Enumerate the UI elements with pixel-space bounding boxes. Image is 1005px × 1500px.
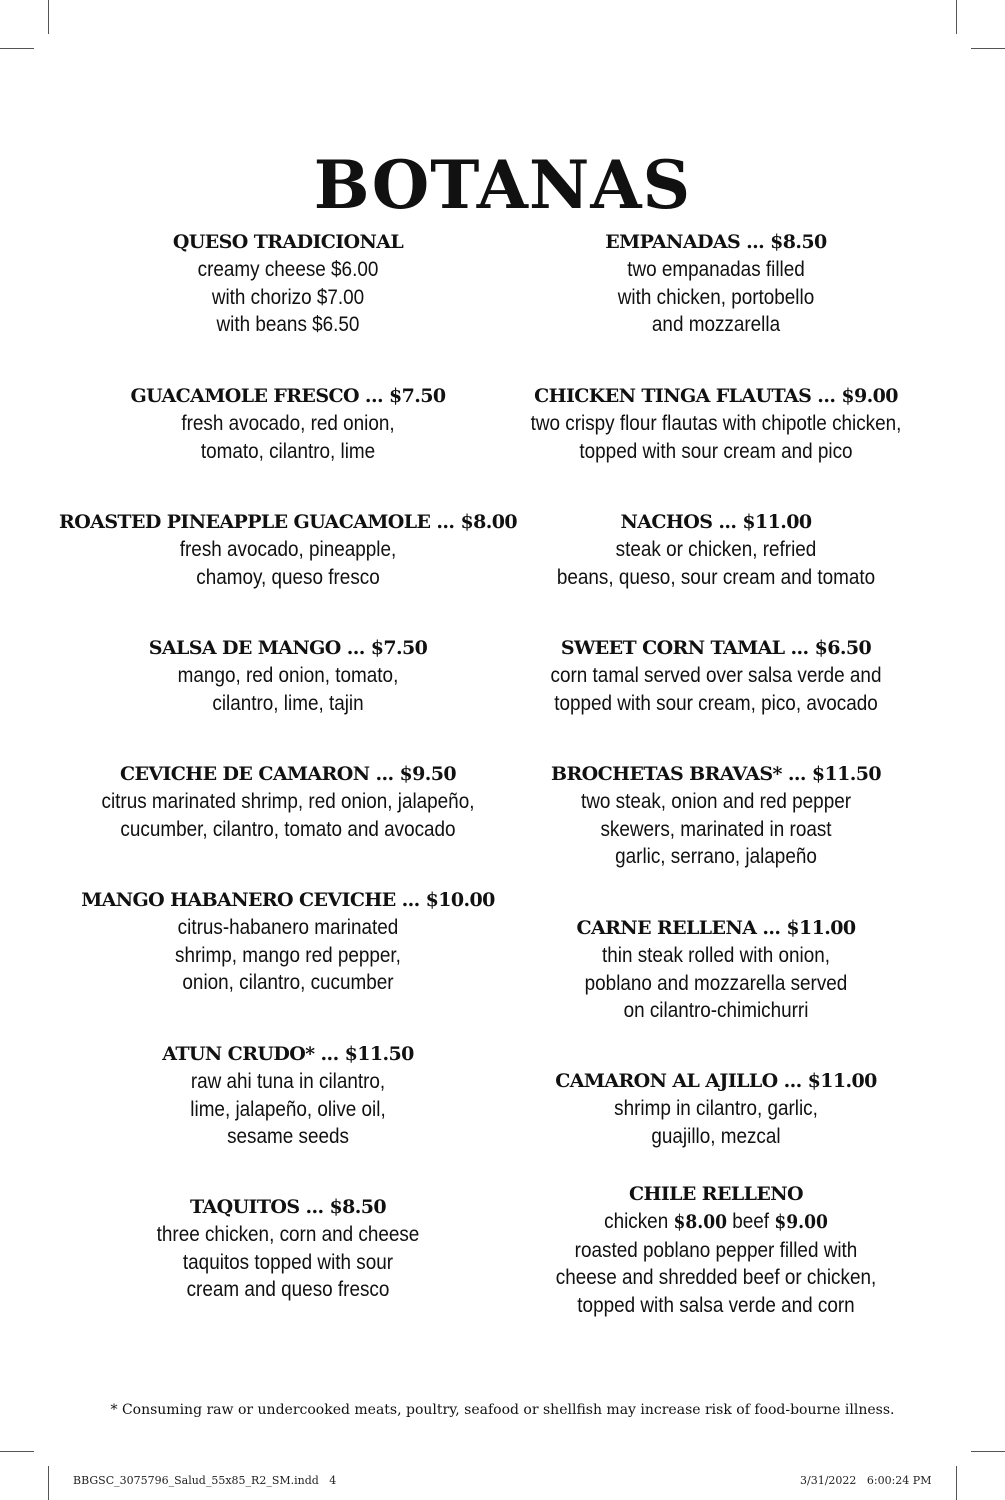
item-description-line: roasted poblano pepper filled with [574, 1238, 858, 1262]
item-description-line: guajillo, mezcal [651, 1124, 781, 1148]
chicken-label: chicken [604, 1210, 669, 1233]
item-description-line: cheese and shredded beef or chicken, [555, 1266, 877, 1289]
crop-mark [971, 1451, 1005, 1452]
item-description-line: cilantro, lime, tajin [212, 691, 364, 715]
item-description-line: thin steak rolled with onion, [602, 944, 830, 967]
item-description-line: beans, queso, sour cream and tomato [556, 565, 876, 589]
chile-relleno-prices [491, 1208, 941, 1237]
print-slug-timestamp: 3/31/2022 6:00:24 PM [800, 1474, 932, 1487]
menu-item-empanadas [466, 229, 966, 339]
item-description-line: sesame seeds [227, 1125, 349, 1148]
menu-item-sweet-corn-tamal [466, 635, 966, 717]
menu-title: BOTANAS [313, 146, 692, 224]
menu-item-ceviche-de-camaron [38, 761, 538, 843]
item-description-line: fresh avocado, pineapple, [179, 538, 397, 561]
item-name: GUACAMOLE FRESCO ... $7.50 [130, 385, 446, 407]
beef-price: $9.00 [774, 1211, 828, 1233]
item-description-line: fresh avocado, red onion, [181, 412, 395, 435]
item-description-line: topped with sour cream, pico, avocado [554, 691, 878, 715]
item-name: SALSA DE MANGO ... $7.50 [148, 637, 428, 659]
item-name: BROCHETAS BRAVAS* ... $11.50 [551, 763, 881, 785]
item-name: ROASTED PINEAPPLE GUACAMOLE ... $8.00 [59, 511, 517, 533]
item-description-line: taquitos topped with sour [182, 1250, 394, 1274]
menu-item-camaron-al-ajillo [466, 1068, 966, 1150]
item-description-line: tomato, cilantro, lime [200, 439, 376, 463]
menu-item-taquitos [38, 1194, 538, 1304]
crop-mark [0, 1451, 34, 1452]
item-name: TAQUITOS ... $8.50 [189, 1196, 387, 1218]
item-name: SWEET CORN TAMAL ... $6.50 [560, 637, 872, 659]
menu-item-salsa-de-mango [38, 635, 538, 717]
item-description-line: on cilantro-chimichurri [623, 999, 809, 1022]
item-description-line: three chicken, corn and cheese [156, 1223, 420, 1246]
item-description-line: cucumber, cilantro, tomato and avocado [120, 817, 456, 841]
item-name: ATUN CRUDO* ... $11.50 [162, 1043, 414, 1065]
item-description-line: garlic, serrano, jalapeño [615, 845, 817, 868]
item-name: EMPANADAS ... $8.50 [605, 231, 827, 253]
item-description-line: with beans $6.50 [216, 313, 360, 336]
item-description-line: two empanadas filled [627, 258, 805, 281]
menu-item-roasted-pineapple-guacamole [38, 509, 538, 591]
item-name: CARNE RELLENA ... $11.00 [576, 917, 856, 939]
item-description-line: two steak, onion and red pepper [580, 790, 852, 813]
crop-mark [48, 0, 49, 34]
crop-mark [48, 1466, 49, 1500]
item-description-line: with chorizo $7.00 [211, 285, 365, 309]
item-name: CEVICHE DE CAMARON ... $9.50 [119, 763, 457, 785]
health-advisory-footnote: * Consuming raw or undercooked meats, poultry, seafood or shellfish may increase risk of food-bourne illness. [110, 1402, 895, 1418]
item-name: CHILE RELLENO [628, 1183, 803, 1205]
menu-item-guacamole-fresco [38, 383, 538, 465]
menu-item-carne-rellena [466, 915, 966, 1025]
menu-item-chile-relleno [466, 1181, 966, 1319]
item-description-line: creamy cheese $6.00 [197, 258, 379, 281]
item-description-line: cream and queso fresco [186, 1278, 390, 1301]
item-description-line: corn tamal served over salsa verde and [550, 664, 882, 687]
crop-mark [956, 0, 957, 34]
item-name: CAMARON AL AJILLO ... $11.00 [555, 1070, 877, 1092]
item-description-line: onion, cilantro, cucumber [182, 971, 394, 994]
item-name: MANGO HABANERO CEVICHE ... $10.00 [81, 889, 495, 911]
item-description-line: skewers, marinated in roast [600, 817, 832, 841]
item-description-line: raw ahi tuna in cilantro, [190, 1070, 386, 1093]
menu-item-brochetas-bravas [466, 761, 966, 871]
beef-label: beef [732, 1210, 770, 1233]
menu-item-queso-tradicional [38, 229, 538, 339]
chicken-price: $8.00 [673, 1211, 728, 1233]
menu-item-mango-habanero-ceviche [38, 887, 538, 997]
item-description-line: mango, red onion, tomato, [177, 664, 399, 687]
item-description-line: chamoy, queso fresco [196, 565, 380, 589]
print-slug-filename: BBGSC_3075796_Salud_55x85_R2_SM.indd 4 [73, 1474, 337, 1487]
item-description-line: citrus marinated shrimp, red onion, jalapeño, [101, 790, 475, 813]
menu-item-chicken-tinga-flautas [466, 383, 966, 465]
item-description-line: topped with sour cream and pico [579, 439, 853, 463]
menu-item-nachos [466, 509, 966, 591]
crop-mark [956, 1466, 957, 1500]
item-description-line: lime, jalapeño, olive oil, [190, 1097, 386, 1121]
item-description-line: topped with salsa verde and corn [577, 1293, 855, 1317]
item-name: NACHOS ... $11.00 [620, 511, 812, 533]
item-description-line: with chicken, portobello [617, 285, 815, 309]
item-description-line: shrimp, mango red pepper, [175, 943, 401, 967]
item-description-line: shrimp in cilantro, garlic, [614, 1097, 818, 1120]
crop-mark [0, 48, 34, 49]
item-name: QUESO TRADICIONAL [172, 231, 404, 253]
crop-mark [971, 48, 1005, 49]
item-description-line: citrus-habanero marinated [177, 916, 399, 939]
item-name: CHICKEN TINGA FLAUTAS ... $9.00 [534, 385, 898, 407]
menu-item-atun-crudo [38, 1041, 538, 1151]
item-description-line: two crispy flour flautas with chipotle chicken, [530, 412, 902, 435]
item-description-line: steak or chicken, refried [615, 538, 817, 561]
item-description-line: and mozzarella [651, 313, 781, 336]
item-description-line: poblano and mozzarella served [584, 971, 848, 995]
